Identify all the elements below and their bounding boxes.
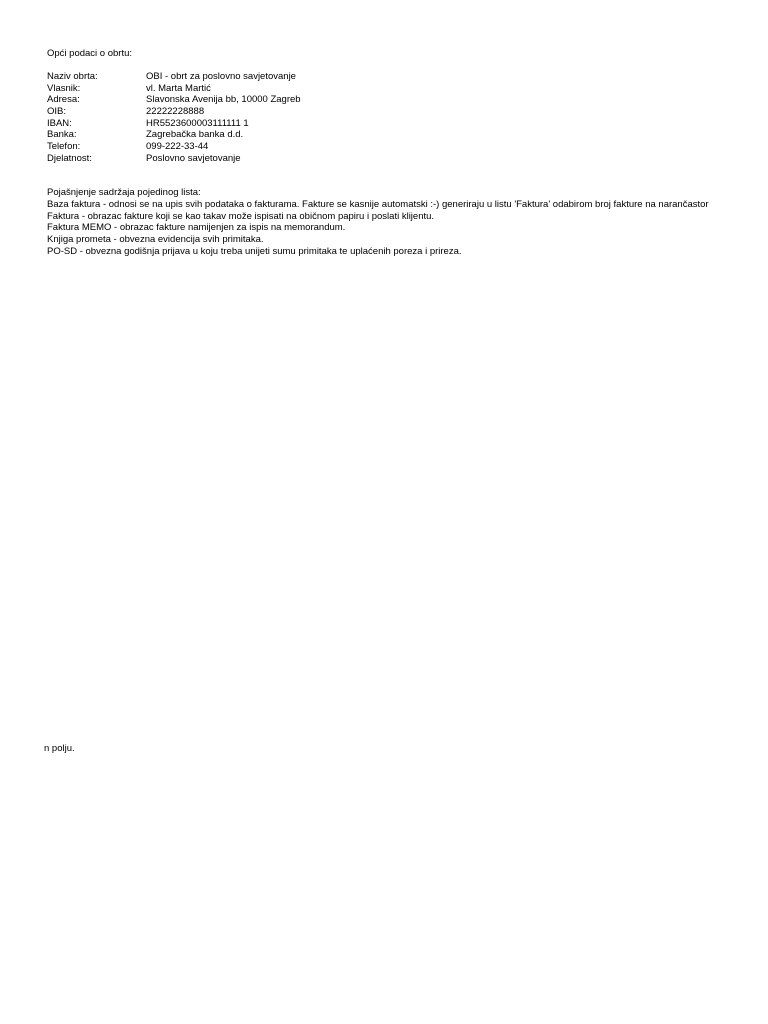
info-row-vlasnik	[47, 83, 301, 95]
info-label: Djelatnost:	[47, 152, 92, 164]
info-value: 099-222-33-44	[146, 141, 209, 153]
explanation-item-faktura-memo: Faktura MEMO - obrazac fakture namijenjen za ispis na memorandum.	[47, 222, 346, 234]
section-title: Opći podaci o obrtu:	[47, 48, 133, 59]
info-row-oib	[47, 106, 301, 118]
info-value: vl. Marta Martić	[146, 82, 211, 94]
info-label: Banka:	[47, 129, 77, 141]
info-value: 22222228888	[146, 106, 205, 118]
info-value: Zagrebačka banka d.d.	[146, 129, 244, 141]
business-info-table	[47, 71, 301, 165]
explanation-list	[47, 199, 765, 257]
info-row-naziv	[47, 71, 301, 83]
info-row-djelatnost	[47, 153, 301, 165]
info-value: Slavonska Avenija bb, 10000 Zagreb	[146, 94, 301, 106]
info-label: Vlasnik:	[47, 82, 81, 94]
info-row-adresa	[47, 94, 301, 106]
explanation-item-knjiga-prometa: Knjiga prometa - obvezna evidencija svih primitaka.	[47, 234, 264, 246]
info-value: OBI - obrt za poslovno savjetovanje	[146, 71, 296, 82]
overflow-text-fragment: n polju.	[44, 743, 75, 754]
info-label: Telefon:	[47, 141, 81, 153]
info-value: HR5523600003111111 1	[146, 117, 249, 129]
explanation-item-baza-faktura: Baza faktura - odnosi se na upis svih podataka o fakturama. Fakture se kasnije automatski :-) generiraju u listu 'Faktura' odabirom broj fakture na narančastor	[47, 199, 709, 210]
info-label: Naziv obrta:	[47, 71, 98, 82]
info-row-telefon	[47, 141, 301, 153]
explanation-item-po-sd: PO-SD - obvezna godišnja prijava u koju treba unijeti sumu primitaka te uplaćenih poreza i prireza.	[47, 245, 462, 257]
info-row-banka	[47, 129, 301, 141]
info-value: Poslovno savjetovanje	[146, 152, 241, 164]
info-row-iban	[47, 118, 301, 130]
info-label: OIB:	[47, 106, 67, 118]
explanation-title: Pojašnjenje sadržaja pojedinog lista:	[47, 187, 201, 198]
explanation-item-faktura: Faktura - obrazac fakture koji se kao takav može ispisati na običnom papiru i poslati klijentu.	[47, 210, 435, 222]
info-label: IBAN:	[47, 117, 72, 129]
info-label: Adresa:	[47, 94, 80, 106]
